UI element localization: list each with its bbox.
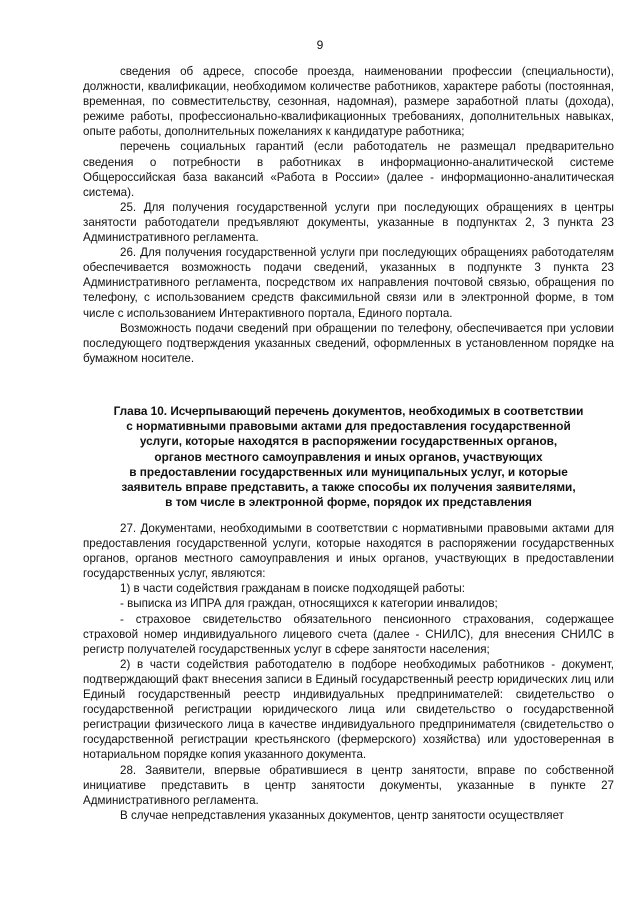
chapter-heading-line: заявитель вправе представить, а также способы их получения заявителями, (121, 480, 576, 495)
chapter-heading-line: в том числе в электронной форме, порядок их представления (165, 495, 532, 510)
chapter-heading-line: услуги, которые находятся в распоряжении государственных органов, (139, 434, 558, 449)
paragraph: 28. Заявители, впервые обратившиеся в центр занятости, вправе по собственной инициативе представить в центр занятости документы, указанные в пункте 27 Административного регламента. (83, 763, 614, 807)
paragraph: 26. Для получения государственной услуги при последующих обращениях работодателям обеспечивается возможность подачи сведений, указанных в подпункте 3 пункта 23 Административного регламента, посредством их направления почтовой связью, обращения по телефону, с использованием средств факсимильной связи или в электронной форме, в том числе с использованием Интерактивного портала, Единого портала. (83, 246, 614, 320)
paragraph: сведения об адресе, способе проезда, наименовании профессии (специальности), должности, квалификации, необходимом количестве работников, характере работы (постоянная, временная, по совместительству, сезонная, надомная), размере заработной платы (дохода), режиме работы, профессионально-квалификационных требованиях, дополнительных навыках, опыте работы, дополнительных пожеланиях к кандидатуре работника; (83, 65, 614, 139)
paragraph: перечень социальных гарантий (если работодатель не размещал предварительно сведения о потребности в работниках в информационно-аналитической системе Общероссийская база вакансий «Работа в России» (далее - информационно-аналитическая система). (83, 140, 614, 199)
paragraph: 1) в части содействия гражданам в поиске подходящей работы: (120, 582, 465, 596)
paragraph: В случае непредставления указанных документов, центр занятости осуществляет (120, 808, 564, 822)
chapter-heading (83, 404, 614, 510)
paragraph: 2) в части содействия работодателю в подборе необходимых работников - документ, подтверждающий факт внесения записи в Единый государственный реестр юридических лиц или Единый государственный реестр индивидуальных предпринимателей: свидетельство о государственной регистрации юридического лица или свидетельство о государственной регистрации физического лица в качестве индивидуального предпринимателя (свидетельство о государственной регистрации крестьянского (фермерского) хозяйства) или удостоверенная в нотариальном порядке копия указанного документа. (83, 657, 614, 762)
paragraph: Возможность подачи сведений при обращении по телефону, обеспечивается при условии последующего подтверждения указанных сведений, оформленных в установленном порядке на бумажном носителе. (83, 321, 614, 365)
chapter-heading-line: Глава 10. Исчерпывающий перечень документов, необходимых в соответствии (113, 404, 584, 418)
bottom-text-block (83, 521, 614, 823)
paragraph: 25. Для получения государственной услуги при последующих обращениях в центры занятости работодатели предъявляют документы, указанные в подпунктах 2, 3 пункта 23 Административного регламента. (83, 200, 614, 245)
paragraph: - страховое свидетельство обязательного пенсионного страхования, содержащее страховой номер индивидуального лицевого счета (далее - СНИЛС), для внесения СНИЛС в регистр получателей государственных услуг в сфере занятости населения; (83, 612, 614, 656)
page-number: 9 (316, 38, 324, 52)
paragraph: 27. Документами, необходимыми в соответствии с нормативными правовыми актами для предоставления государственной услуги, которые находятся в распоряжении государственных органов, органов местного самоуправления и иных органов, участвующих в предоставлении государственных услуг, являются: (83, 522, 614, 581)
chapter-heading-line: в предоставлении государственных или муниципальных услуг, и которые (129, 464, 568, 479)
chapter-heading-line: органов местного самоуправления и иных органов, участвующих (154, 449, 543, 464)
top-text-block (83, 64, 614, 366)
chapter-heading-line: с нормативными правовыми актами для предоставления государственной (126, 419, 571, 434)
paragraph: - выписка из ИПРА для граждан, относящихся к категории инвалидов; (120, 597, 498, 611)
